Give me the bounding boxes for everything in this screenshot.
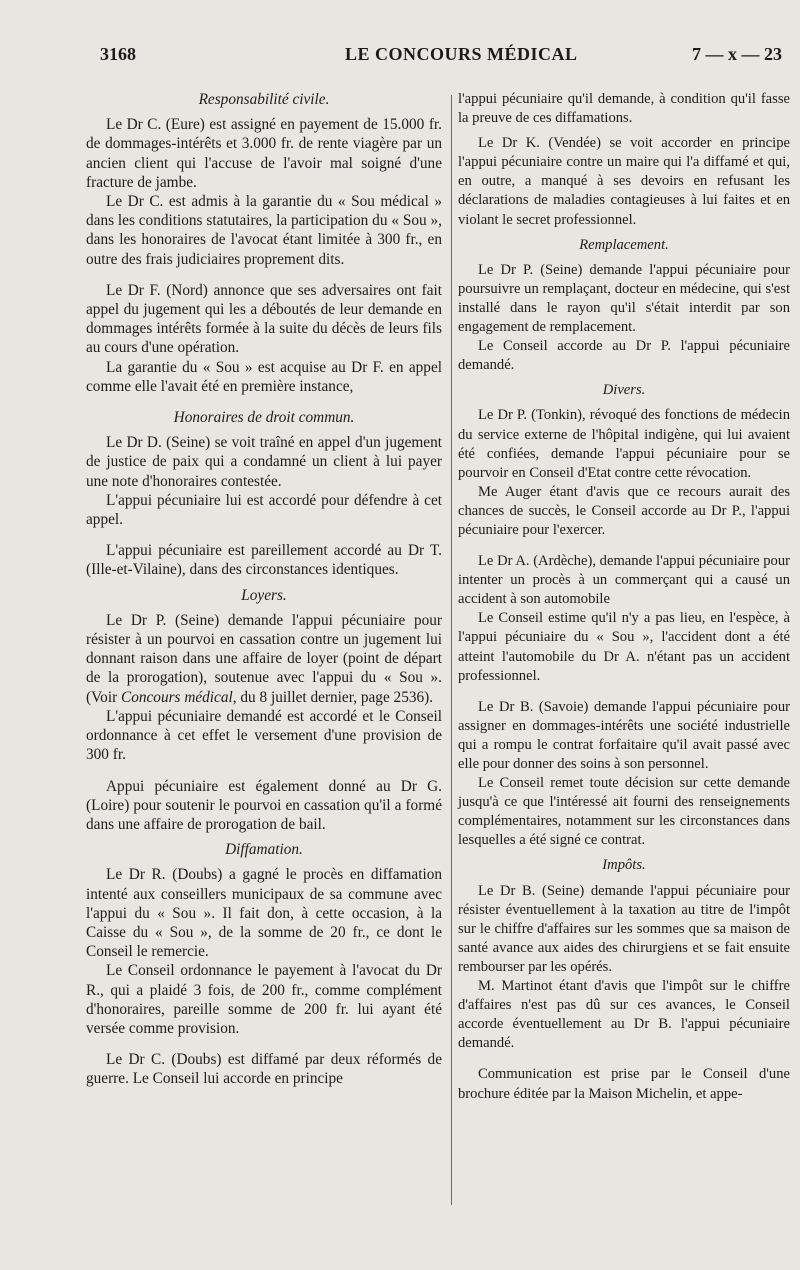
issue-date: 7 — x — 23	[692, 44, 782, 64]
paragraph: La garantie du « Sou » est acquise au Dr F. en appel comme elle l'avait été en première instance,	[86, 358, 442, 395]
paragraph: Communication est prise par le Conseil d'une brochure éditée par la Maison Michelin, et appe-	[458, 1066, 790, 1102]
paragraph: M. Martinot étant d'avis que l'impôt sur le chiffre d'affaires n'est pas dû sur ces avances, le Conseil accorde éventuellement au Dr B. l'appui pécuniaire demandé.	[458, 978, 790, 1052]
journal-title: LE CONCOURS MÉDICAL	[345, 44, 578, 64]
paragraph: Le Dr C. (Eure) est assigné en payement de 15.000 fr. de dommages-intérêts et 3.000 fr. de rente viagère par un ancien client qui l'accuse de l'avoir mal soigné d'une fracture de jambe.	[86, 116, 442, 191]
left-column	[86, 90, 442, 1089]
paragraph: Le Dr K. (Vendée) se voit accorder en principe l'appui pécuniaire contre un maire qui l'a diffamé et qui, en outre, a manqué à ses devoirs en refusant les déclarations de maladies contagieuses à lui faites et en violant le secret professionnel.	[458, 135, 790, 228]
paragraph: Le Dr C. (Doubs) est diffamé par deux réformés de guerre. Le Conseil lui accorde en principe	[86, 1051, 442, 1088]
paragraph: Le Dr D. (Seine) se voit traîné en appel d'un jugement de justice de paix qui a condamné un client à lui payer une note d'honoraires contestée.	[86, 434, 442, 490]
section-heading-remplacement: Remplacement.	[579, 236, 669, 253]
paragraph: L'appui pécuniaire est pareillement accordé au Dr T. (Ille-et-Vilaine), dans des circonstances identiques.	[86, 542, 442, 579]
paragraph: Le Dr F. (Nord) annonce que ses adversaires ont fait appel du jugement qui les a déboutés de leur demande en dommages intérêts formée à la suite du décès de leurs fils au cours d'une opération.	[86, 281, 442, 357]
paragraph: Appui pécuniaire est également donné au Dr G. (Loire) pour soutenir le pourvoi en cassation qu'il a formé dans une affaire de prorogation de bail.	[86, 777, 442, 833]
paragraph: L'appui pécuniaire demandé est accordé et le Conseil ordonnance à cet effet le versement d'une provision de 300 fr.	[86, 707, 442, 764]
page-number: 3168	[100, 44, 136, 64]
paragraph: Le Conseil remet toute décision sur cette demande jusqu'à ce que l'intéressé ait fourni des renseignements complémentaires, notamment sur les circonstances dans lesquelles a été signé ce contrat.	[458, 775, 790, 849]
paragraph: Le Dr A. (Ardèche), demande l'appui pécuniaire pour intenter un procès à un commerçant qui a causé un accident à son automobile	[458, 553, 790, 608]
section-heading-loyers: Loyers.	[241, 586, 287, 604]
section-heading-diffamation: Diffamation.	[225, 841, 303, 859]
right-column	[458, 90, 790, 1104]
paragraph: Le Dr B. (Seine) demande l'appui pécuniaire pour résister éventuellement à la taxation au titre de l'impôt sur le chiffre d'affaires sur les sommes que sa maison de santé avance aux aides des chirurgiens et se fait ensuite rembourser par les opérés.	[458, 882, 790, 975]
paragraph: Le Dr P. (Seine) demande l'appui pécuniaire pour résister à un pourvoi en cassation contre un jugement lui donnant raison dans une affaire de loyer (point de départ de la prorogation), soutenue avec l'appui du « Sou ». (Voir Concours médical, du 8 juillet dernier, page 2536).	[86, 611, 442, 706]
section-heading-honoraires: Honoraires de droit commun.	[173, 409, 355, 427]
paragraph: L'appui pécuniaire lui est accordé pour défendre à cet appel.	[86, 491, 442, 529]
paragraph: Le Conseil accorde au Dr P. l'appui pécuniaire demandé.	[458, 338, 790, 374]
paragraph: l'appui pécuniaire qu'il demande, à condition qu'il fasse la preuve de ces diffamations.	[458, 91, 790, 127]
paragraph: Le Conseil ordonnance le payement à l'avocat du Dr R., qui a plaidé 3 fois, de 200 fr., comme complément d'honoraires, pareille somme de 200 fr. lui ayant été versée comme provision.	[86, 962, 442, 1037]
paragraph: Le Dr R. (Doubs) a gagné le procès en diffamation intenté aux conseillers municipaux de sa commune avec l'appui du « Sou ». Il fait don, à cette occasion, à la Caisse du « Sou », de la somme de 20 fr., ce dont le Conseil le remercie.	[86, 866, 442, 961]
section-heading-impots: Impôts.	[602, 857, 646, 874]
section-heading-divers: Divers.	[602, 382, 646, 399]
journal-reference: Concours médical	[121, 688, 233, 706]
paragraph: Le Dr P. (Tonkin), révoqué des fonctions de médecin du service externe de l'hôpital indigène, qui lui avaient été confiées, demande l'appui pécuniaire pour se pourvoir en Conseil d'Etat contre cette révocation.	[458, 407, 790, 481]
paragraph: Me Auger étant d'avis que ce recours aurait des chances de succès, le Conseil accorde au Dr P., l'appui pécuniaire pour l'exercer.	[458, 483, 790, 538]
paragraph: Le Dr C. est admis à la garantie du « Sou médical » dans les conditions statutaires, la participation du « Sou », dans les honoraires de l'avocat étant limitée à 300 fr., en outre des frais judiciaires proprement dits.	[86, 193, 442, 268]
section-heading-responsabilite: Responsabilité civile.	[198, 91, 330, 108]
column-divider	[451, 95, 452, 1205]
paragraph: Le Dr P. (Seine) demande l'appui pécuniaire pour poursuivre un remplaçant, docteur en médecine, qui s'est installé dans le rayon qu'il s'était interdit par son engagement de remplacement.	[458, 261, 790, 336]
paragraph: Le Dr B. (Savoie) demande l'appui pécuniaire pour assigner en dommages-intérêts une société industrielle qui a rompu le contrat forfaitaire qu'il avait passé avec elle pour donner des soins à son personnel.	[458, 698, 790, 772]
paragraph: Le Conseil estime qu'il n'y a pas lieu, en l'espèce, à l'appui pécuniaire du « Sou », l'accident dont a été atteint l'automobile du Dr A. n'étant pas un accident professionnel.	[458, 610, 790, 684]
page-header	[0, 44, 800, 74]
